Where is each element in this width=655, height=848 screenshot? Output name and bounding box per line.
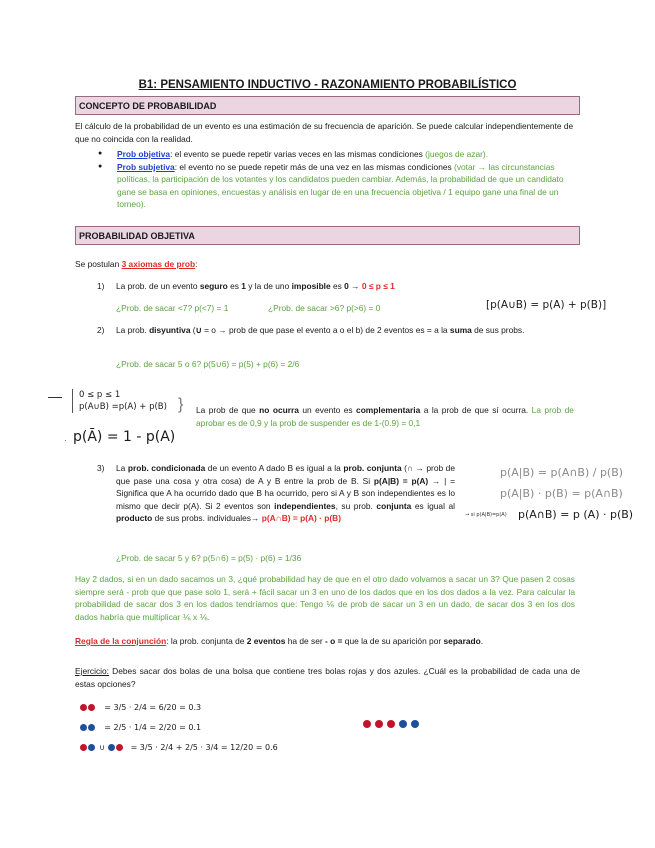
red-ball-icon — [88, 704, 95, 711]
exercise-label: Ejercicio: — [75, 666, 109, 676]
axiom-3-number: 3) — [97, 463, 105, 473]
independence-formula: p(A∩B) = p(A) · p(B) — [261, 513, 342, 523]
axiom-3: 3) La prob. condicionada de un evento A dado B es igual a la prob. conjunta (∩ → prob de que pase una cosa y otra cosa) de A y B entre la prob de B. Si p(A|B) = p(A) → | = Significa que A ha ocurrido dado que B ha ocurrido, pero si A y B son independientes es lo mismo que decir p(A). Si 2 eventos son independientes, su prob. conjunta es igual al producto de sus probs. individuales→ p(A∩B) = p(A) · p(B) — [97, 463, 455, 523]
union-formula: [p(A∪B) = p(A) + p(B)] — [486, 299, 607, 311]
prob-objetiva-text: : el evento se puede repetir varias veces en las mismas condiciones — [170, 149, 426, 159]
conditional-formula-rearranged: p(A|B) · p(B) = p(A∩B) — [500, 487, 623, 500]
note-line-range: 0 ≤ p ≤ 1 — [79, 390, 121, 400]
blue-ball-icon — [88, 744, 95, 751]
conditional-formula: p(A|B) = p(A∩B) / p(B) — [500, 466, 624, 479]
axioms-intro: Se postulan 3 axiomas de prob: — [75, 259, 198, 269]
list-item — [98, 161, 576, 211]
red-ball-icon — [363, 720, 371, 728]
brace-icon: } — [178, 396, 184, 413]
red-ball-icon — [116, 744, 123, 751]
axiom-2-number: 2) — [97, 325, 105, 335]
list-item — [98, 148, 576, 161]
red-ball-icon — [375, 720, 383, 728]
note-dash — [48, 397, 62, 398]
axiom-1-number: 1) — [97, 281, 105, 291]
prob-objetiva-example: (juegos de azar). — [425, 149, 489, 159]
ball-bag-illustration — [363, 715, 420, 733]
red-ball-icon — [80, 704, 87, 711]
axiom-2: 2) La prob. disyuntiva (∪ = o → prob de que pase el evento a o el b) de 2 eventos es = a la suma de sus probs. — [97, 325, 525, 335]
page-title: B1: PENSAMIENTO INDUCTIVO - RAZONAMIENTO PROBABILÍSTICO — [138, 79, 517, 91]
option-two-red — [80, 703, 201, 712]
option-mixed-calc: = 3/5 · 2/4 + 2/5 · 3/4 = 12/20 = 0.6 — [130, 743, 278, 752]
axiom-summary-note — [72, 389, 167, 413]
note-line-union: p(A∪B) =p(A) + p(B) — [79, 402, 167, 412]
axiom-1-example-2: ¿Prob. de sacar >6? p(>6) = 0 — [268, 303, 381, 313]
blue-ball-icon — [80, 724, 87, 731]
blue-ball-icon — [399, 720, 407, 728]
red-ball-icon — [80, 744, 87, 751]
axiom-1: 1) La prob. de un evento seguro es 1 y la de uno imposible es 0 → 0 ≤ p ≤ 1 — [97, 281, 395, 291]
intro-paragraph: El cálculo de la probabilidad de un evento es una estimación de su frecuencia de aparición. Se puede calcular independientemente de que no coincida con la realidad. — [75, 121, 574, 144]
blue-ball-icon — [88, 724, 95, 731]
prob-subjetiva-text: : el evento no se puede repetir más de una vez en las mismas condiciones — [174, 161, 455, 172]
option-two-blue-calc: = 2/5 · 1/4 = 2/20 = 0.1 — [104, 723, 202, 732]
bullet-dot-icon: · — [64, 436, 67, 445]
dice-paragraph: Hay 2 dados, si en un dado sacamos un 3, ¿qué probabilidad hay de que en el otro dado volvamos a sacar un 3? Que pasen 2 cosas siempre será - prob que que pase solo 1, será + fácil sacar un 3 en uno de los dados que en los dos dados a la vez. Para calcular la probabilidad de sacar dos 3 en los dados tendríamos que: Tengo ⅙ de prob de sacar un 3 en un dado, de sacar dos 3 en los dos dados habría que multiplicar ⅙ x ⅙. — [75, 574, 575, 622]
prob-objetiva-label: Prob objetiva — [117, 149, 171, 159]
complement-paragraph: La prob de que no ocurra un evento es complementaria a la prob de que sí ocurra. La prob de aprobar es de 0,9 y la prob de suspender es de 1-(0.9) = 0,1 — [196, 405, 574, 428]
blue-ball-icon — [411, 720, 419, 728]
prob-subjetiva-label: Prob subjetiva — [117, 161, 175, 172]
option-two-red-calc: = 3/5 · 2/4 = 6/20 = 0.3 — [104, 703, 202, 712]
exercise-statement: Ejercicio: Debes sacar dos bolas de una bolsa que contiene tres bolas rojas y dos azules. ¿Cuál es la probabilidad de cada una de estas opciones? — [75, 666, 580, 689]
section-heading-objetiva: PROBABILIDAD OBJETIVA — [75, 226, 580, 245]
red-ball-icon — [387, 720, 395, 728]
section-heading-concepto: CONCEPTO DE PROBABILIDAD — [75, 96, 580, 115]
axiom-1-range: 0 ≤ p ≤ 1 — [361, 281, 395, 291]
product-formula: p(A∩B) = p (A) · p(B) — [518, 508, 634, 521]
independence-condition-note: → si p(A|B)=p(A) — [465, 512, 507, 518]
probability-types-list — [98, 148, 576, 211]
prob-subjetiva-example: (votar → las circunstancias políticas, la participación de los votantes y los candidatos pueden cambiar. Además, la probabilidad de que un candidato gane se basa en opiniones, encuestas y análisis en lugar de en una frecuencia objetiva / 1 equipo gane una final de un torneo). — [117, 161, 564, 209]
option-two-blue — [80, 723, 201, 732]
conjunction-rule-label: Regla de la conjunción — [75, 636, 167, 646]
axioms-highlight: 3 axiomas de prob — [121, 259, 196, 269]
blue-ball-icon — [108, 744, 115, 751]
axiom-3-example: ¿Prob. de sacar 5 y 6? p(5∩6) = p(5) · p(6) = 1/36 — [116, 553, 302, 563]
option-mixed — [80, 743, 278, 752]
axiom-2-example: ¿Prob. de sacar 5 o 6? p(5∪6) = p(5) + p(6) = 2/6 — [116, 359, 300, 369]
complement-formula: p(Ā) = 1 - p(A) — [73, 429, 176, 445]
union-symbol: ∪ — [99, 743, 106, 752]
axiom-1-example-1: ¿Prob. de sacar <7? p(<7) = 1 — [116, 303, 229, 313]
conjunction-rule: Regla de la conjunción: la prob. conjunta de 2 eventos ha de ser - o = que la de su aparición por separado. — [75, 636, 484, 646]
